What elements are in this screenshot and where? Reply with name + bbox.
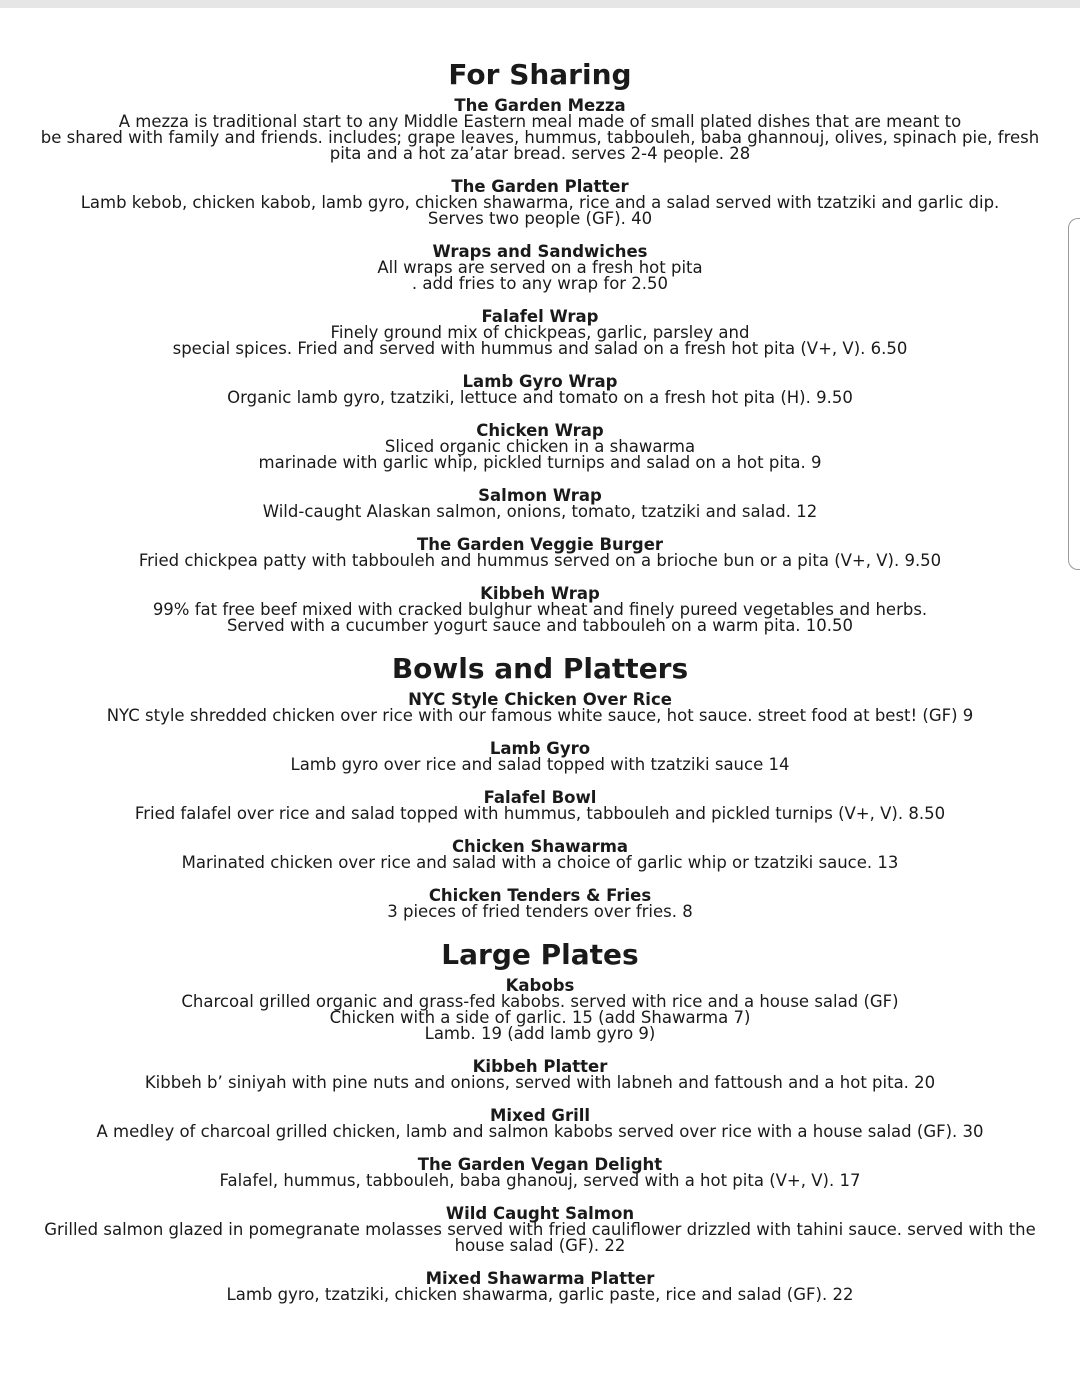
item-description-line: Kibbeh b’ siniyah with pine nuts and onions, served with labneh and fattoush and a hot pita. 20 <box>144 1073 936 1092</box>
item-description-line: Serves two people (GF). 40 <box>427 209 653 228</box>
menu-section-large-plates <box>0 938 1080 1303</box>
item-description <box>0 602 1080 634</box>
menu-item-kibbeh-wrap <box>0 586 1080 634</box>
item-description <box>0 708 1080 724</box>
item-description-line: Lamb gyro, tzatziki, chicken shawarma, garlic paste, rice and salad (GF). 22 <box>226 1285 854 1304</box>
menu-item-falafel-bowl <box>0 790 1080 822</box>
item-description-line: 99% fat free beef mixed with cracked bulghur wheat and finely pureed vegetables and herbs. <box>152 600 928 619</box>
item-name: Salmon Wrap <box>478 486 602 505</box>
item-description-line: pita and a hot za’atar bread. serves 2-4 people. 28 <box>329 144 751 163</box>
item-description-line: Lamb. 19 (add lamb gyro 9) <box>424 1024 656 1043</box>
item-description <box>0 855 1080 871</box>
item-description-line: Charcoal grilled organic and grass-fed kabobs. served with rice and a house salad (GF) <box>181 992 899 1011</box>
menu-item-chicken-wrap <box>0 423 1080 471</box>
menu-section-for-sharing <box>0 58 1080 634</box>
menu-item-lamb-gyro-wrap <box>0 374 1080 406</box>
item-description-line: Grilled salmon glazed in pomegranate molasses served with fried cauliflower drizzled with tahini sauce. served with the <box>44 1220 1036 1239</box>
menu-item-wraps-and-sandwiches <box>0 244 1080 292</box>
menu-section-bowls-and-platters <box>0 652 1080 920</box>
item-name: Chicken Tenders & Fries <box>428 886 652 905</box>
item-name: Chicken Wrap <box>476 421 604 440</box>
section-title: Large Plates <box>441 938 639 971</box>
menu-item-lamb-gyro <box>0 741 1080 773</box>
item-name: Falafel Wrap <box>481 307 599 326</box>
item-description-line: Finely ground mix of chickpeas, garlic, parsley and <box>330 323 750 342</box>
item-description-line: Marinated chicken over rice and salad with a choice of garlic whip or tzatziki sauce. 13 <box>181 853 899 872</box>
item-description <box>0 1075 1080 1091</box>
item-description <box>0 1222 1080 1254</box>
item-name: Kibbeh Platter <box>472 1057 608 1076</box>
item-description-line: marinade with garlic whip, pickled turnips and salad on a hot pita. 9 <box>258 453 822 472</box>
section-title: Bowls and Platters <box>391 652 689 685</box>
item-description <box>0 1124 1080 1140</box>
item-name: Mixed Shawarma Platter <box>425 1269 655 1288</box>
item-description-line: Organic lamb gyro, tzatziki, lettuce and tomato on a fresh hot pita (H). 9.50 <box>227 388 853 407</box>
item-description-line: Wild-caught Alaskan salmon, onions, tomato, tzatziki and salad. 12 <box>262 502 818 521</box>
item-description <box>0 390 1080 406</box>
item-description <box>0 504 1080 520</box>
top-bar <box>0 0 1080 8</box>
item-description-line: A mezza is traditional start to any Middle Eastern meal made of small plated dishes that are meant to <box>118 112 962 131</box>
menu-item-kabobs <box>0 978 1080 1042</box>
item-description <box>0 195 1080 227</box>
menu-item-salmon-wrap <box>0 488 1080 520</box>
item-name: NYC Style Chicken Over Rice <box>408 690 672 709</box>
item-description <box>0 904 1080 920</box>
item-name: Mixed Grill <box>489 1106 591 1125</box>
item-description-line: 3 pieces of fried tenders over fries. 8 <box>387 902 693 921</box>
item-name: The Garden Vegan Delight <box>417 1155 663 1174</box>
item-description-line: be shared with family and friends. includes; grape leaves, hummus, tabbouleh, baba ghannouj, olives, spinach pie, fresh <box>40 128 1040 147</box>
item-name: The Garden Mezza <box>454 96 626 115</box>
item-description <box>0 1287 1080 1303</box>
item-name: Chicken Shawarma <box>451 837 629 856</box>
menu-item-nyc-style-chicken-over-rice <box>0 692 1080 724</box>
item-description-line: house salad (GF). 22 <box>454 1236 626 1255</box>
item-description <box>0 757 1080 773</box>
item-name: Kibbeh Wrap <box>480 584 600 603</box>
item-description-line: NYC style shredded chicken over rice with our famous white sauce, hot sauce. street food at best! (GF) 9 <box>106 706 974 725</box>
menu-item-mixed-grill <box>0 1108 1080 1140</box>
item-description-line: Lamb gyro over rice and salad topped with tzatziki sauce 14 <box>290 755 790 774</box>
menu-document <box>0 58 1080 1320</box>
item-description <box>0 439 1080 471</box>
item-description-line: Served with a cucumber yogurt sauce and tabbouleh on a warm pita. 10.50 <box>226 616 854 635</box>
item-description <box>0 114 1080 162</box>
menu-item-chicken-tenders-fries <box>0 888 1080 920</box>
item-description-line: All wraps are served on a fresh hot pita <box>377 258 703 277</box>
item-description <box>0 553 1080 569</box>
item-name: Kabobs <box>505 976 575 995</box>
menu-item-the-garden-mezza <box>0 98 1080 162</box>
item-name: Wild Caught Salmon <box>445 1204 635 1223</box>
menu-item-the-garden-vegan-delight <box>0 1157 1080 1189</box>
item-description <box>0 806 1080 822</box>
item-description-line: Falafel, hummus, tabbouleh, baba ghanouj, served with a hot pita (V+, V). 17 <box>219 1171 861 1190</box>
item-name: Lamb Gyro <box>489 739 591 758</box>
item-description-line: Chicken with a side of garlic. 15 (add Shawarma 7) <box>329 1008 751 1027</box>
menu-item-mixed-shawarma-platter <box>0 1271 1080 1303</box>
menu-item-kibbeh-platter <box>0 1059 1080 1091</box>
item-description-line: Fried chickpea patty with tabbouleh and hummus served on a brioche bun or a pita (V+, V). 9.50 <box>138 551 942 570</box>
menu-item-wild-caught-salmon <box>0 1206 1080 1254</box>
item-name: Falafel Bowl <box>483 788 597 807</box>
item-name: The Garden Platter <box>451 177 629 196</box>
item-description-line: A medley of charcoal grilled chicken, lamb and salmon kabobs served over rice with a house salad (GF). 30 <box>96 1122 984 1141</box>
section-title: For Sharing <box>448 58 632 91</box>
item-description-line: Sliced organic chicken in a shawarma <box>384 437 696 456</box>
item-description <box>0 260 1080 292</box>
item-name: Wraps and Sandwiches <box>432 242 648 261</box>
menu-item-falafel-wrap <box>0 309 1080 357</box>
item-name: Lamb Gyro Wrap <box>462 372 618 391</box>
item-description <box>0 994 1080 1042</box>
menu-item-the-garden-platter <box>0 179 1080 227</box>
item-description <box>0 1173 1080 1189</box>
item-description-line: special spices. Fried and served with hummus and salad on a fresh hot pita (V+, V). 6.50 <box>172 339 908 358</box>
item-description <box>0 325 1080 357</box>
menu-item-the-garden-veggie-burger <box>0 537 1080 569</box>
menu-item-chicken-shawarma <box>0 839 1080 871</box>
item-description-line: Fried falafel over rice and salad topped with hummus, tabbouleh and pickled turnips (V+, V). 8.50 <box>134 804 946 823</box>
item-description-line: . add fries to any wrap for 2.50 <box>411 274 669 293</box>
item-name: The Garden Veggie Burger <box>416 535 664 554</box>
item-description-line: Lamb kebob, chicken kabob, lamb gyro, chicken shawarma, rice and a salad served with tzatziki and garlic dip. <box>80 193 1000 212</box>
